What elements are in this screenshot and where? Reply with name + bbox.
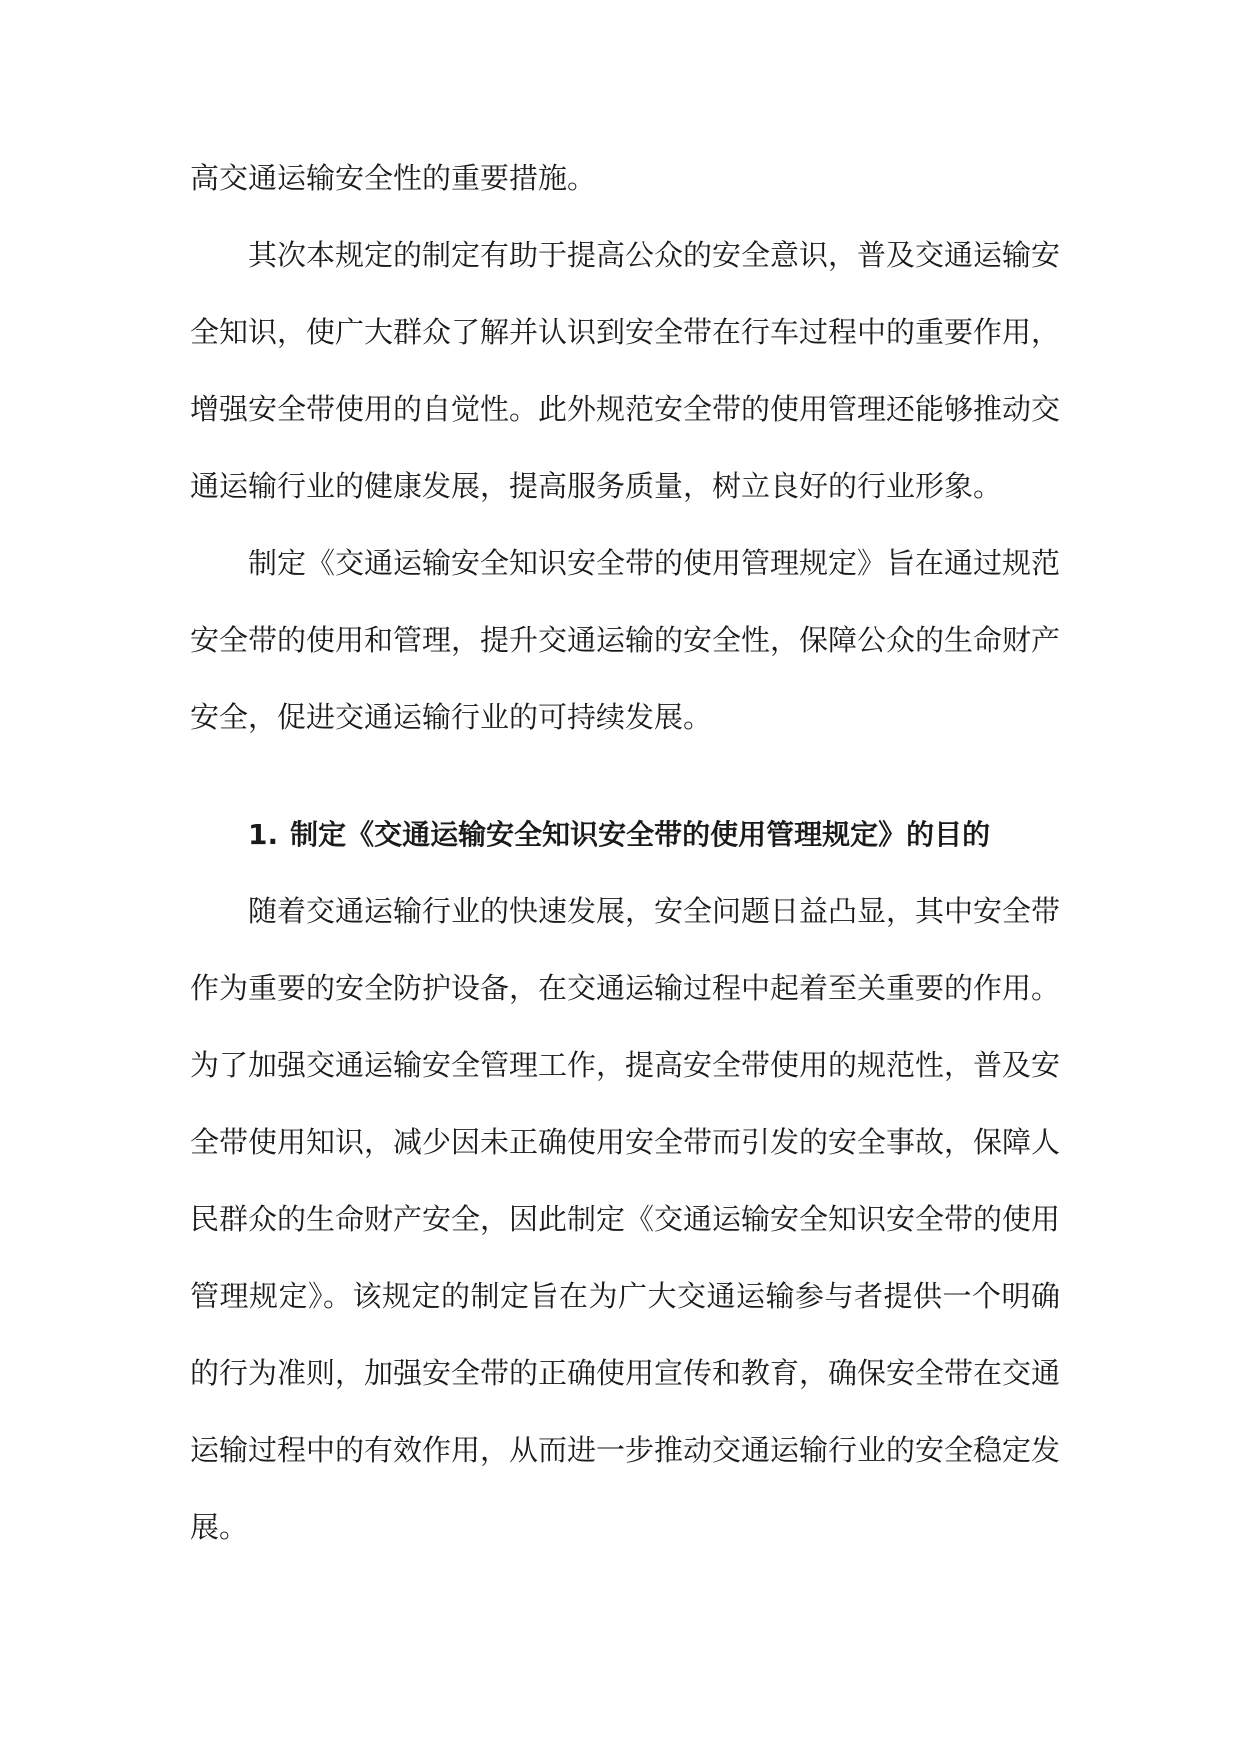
text-line: 展。: [190, 1510, 249, 1544]
document-body: [190, 140, 1060, 1566]
section-spacer: [190, 756, 1060, 796]
text-line: 运输过程中的有效作用，从而进一步推动交通运输行业的安全稳定发: [190, 1433, 1061, 1467]
text-line: 其次本规定的制定有助于提高公众的安全意识，普及交通运输安: [248, 238, 1061, 272]
text-line: 制定《交通运输安全知识安全带的使用管理规定》旨在通过规范: [248, 546, 1061, 580]
text-line: 的行为准则，加强安全带的正确使用宣传和教育，确保安全带在交通: [190, 1356, 1061, 1390]
text-line: 为了加强交通运输安全管理工作，提高安全带使用的规范性，普及安: [190, 1048, 1061, 1082]
paragraph-purpose: [190, 873, 1060, 1566]
text-line: 安全带的使用和管理，提升交通运输的安全性，保障公众的生命财产: [190, 623, 1061, 657]
text-line: 民群众的生命财产安全，因此制定《交通运输安全知识安全带的使用: [190, 1202, 1061, 1236]
paragraph-summary: [190, 525, 1060, 756]
text-line: 通运输行业的健康发展，提高服务质量，树立良好的行业形象。: [190, 469, 1003, 503]
paragraph-public-awareness: [190, 217, 1060, 525]
text-line: 全知识，使广大群众了解并认识到安全带在行车过程中的重要作用，: [190, 315, 1061, 349]
paragraph-continuation: [190, 140, 1060, 217]
text-line: 作为重要的安全防护设备，在交通运输过程中起着至关重要的作用。: [190, 971, 1061, 1005]
text-line: 随着交通运输行业的快速发展，安全问题日益凸显，其中安全带: [248, 894, 1061, 928]
section-number: 1.: [248, 818, 279, 851]
text-line: 全带使用知识，减少因未正确使用安全带而引发的安全事故，保障人: [190, 1125, 1061, 1159]
section-title: 制定《交通运输安全知识安全带的使用管理规定》的目的: [290, 818, 991, 851]
text-line: 高交通运输安全性的重要措施。: [190, 161, 597, 195]
text-line: 管理规定》。该规定的制定旨在为广大交通运输参与者提供一个明确: [190, 1279, 1060, 1313]
section-heading: [190, 796, 1060, 873]
text-line: 安全，促进交通运输行业的可持续发展。: [190, 700, 713, 734]
text-line: 增强安全带使用的自觉性。此外规范安全带的使用管理还能够推动交: [190, 392, 1061, 426]
